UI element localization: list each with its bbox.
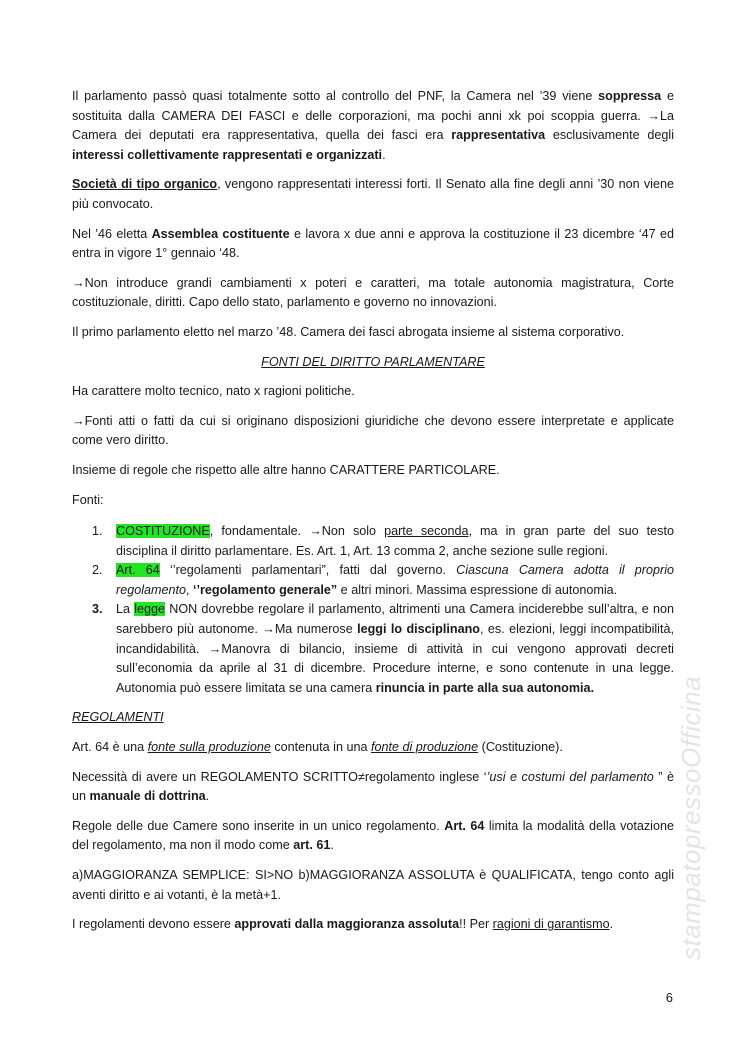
text: contenuta in una [270,740,371,755]
text: I regolamenti devono essere [72,917,235,932]
watermark: stampatopressoOfficina [676,675,706,960]
underlined-text: ragioni di garantismo [492,917,610,932]
text: esclusivamente degli [545,128,675,143]
bold-text: Art. 64 [444,818,485,833]
page-number: 6 [665,990,673,1005]
highlighted-text: legge [134,602,166,617]
text: Il parlamento passò quasi totalmente sotto al controllo del PNF, la Camera nel ’39 viene [72,89,599,103]
bold-text: approvati dalla maggioranza assoluta [234,917,460,932]
paragraph: Ha carattere molto tecnico, nato x ragioni politiche. [72,384,355,399]
paragraph: a)MAGGIORANZA SEMPLICE: SI>NO b)MAGGIORANZA ASSOLUTA è QUALIFICATA, tengo conto agli aventi diritto e ai votanti, è la metà+1. [72,868,674,902]
text: Nel ’46 eletta [72,226,152,241]
text: e sostituita dalla CAMERA DEI FASCI e delle corporazioni, ma pochi anni xk poi scoppia guerra. →La Camera dei deputati era rappresentativa, quella dei fasci era [72,89,674,143]
text: , ma in gran parte del suo testo disciplina il diritto parlamentare. Es. Art. 1, Art. 13 comma 2, anche sezione sulle regioni. [116,524,674,558]
list-item [72,522,674,561]
section-heading [72,353,674,373]
paragraph [72,915,674,935]
text: , es. elezioni, leggi incompatibilità, incandidabilità. →Manovra di bilancio, insieme di attività in cui vengono approvati decreti sull’economia da aprile al 31 di dicembre. Procedure interne, e sono contenute in una legge. Autonomia può essere limitata se una camera [116,622,674,695]
bold-text: Assemblea costituente [151,226,290,241]
text: . [330,838,334,853]
paragraph [72,175,674,214]
bold-text: art. 61 [293,838,331,853]
text: Necessità di avere un REGOLAMENTO SCRITTO≠regolamento inglese ‘ [72,769,487,784]
text: ” è un [72,769,674,804]
text: !! Per [459,917,493,932]
text: . [382,147,386,162]
paragraph [72,768,674,807]
paragraph [72,817,674,856]
sources-list [72,522,674,698]
paragraph: Fonti: [72,492,104,507]
text: e altri minori. Massima espressione di autonomia. [337,582,618,597]
heading-text: REGOLAMENTI [72,710,164,725]
document-page [72,87,674,945]
list-number: 2. [92,563,103,578]
text: , [186,582,194,597]
text: NON dovrebbe regolare il parlamento, altrimenti una Camera inciderebbe sull’altra, e non sarebbero più autonome. →Ma numerose [116,602,674,637]
highlighted-text: COSTITUZIONE [116,524,210,539]
text: limita la modalità della votazione del regolamento, ma non il modo come [72,818,674,853]
paragraph [72,87,674,165]
text: e lavora x due anni e approva la costituzione il 23 dicembre ‘47 ed entra in vigore 1° gennaio ‘48. [72,226,674,261]
text: , fondamentale. →Non solo [209,524,385,539]
heading-text: FONTI DEL DIRITTO PARLAMENTARE [261,354,485,369]
italic-underlined-text: fonte di produzione [371,740,479,755]
bold-text: manuale di dottrina [89,789,206,804]
underlined-text: parte seconda [384,524,469,539]
section-heading [72,708,674,728]
italic-text: Ciascuna Camera adotta il proprio regolamento [116,563,674,597]
paragraph [72,738,674,758]
paragraph: Insieme di regole che rispetto alle altre hanno CARATTERE PARTICOLARE. [72,462,500,477]
highlighted-text: Art. 64 [116,563,160,578]
text: La [116,602,135,617]
text: ‘’regolamenti parlamentari”, fatti dal governo. [159,563,457,578]
paragraph: →Non introduce grandi cambiamenti x poteri e caratteri, ma totale autonomia magistratura, Corte costituzionale, diritti. Capo dello stato, parlamento e governo no innovazioni. [72,275,674,310]
bold-text: soppressa [598,89,662,103]
bold-text: interessi collettivamente rappresentati e organizzati [72,147,383,162]
list-item [72,600,674,698]
paragraph [72,225,674,264]
text: . [205,789,210,804]
bold-text: rappresentativa [451,128,546,143]
list-number: 1. [92,524,103,539]
italic-text: ’usi e costumi del parlamento [486,769,654,784]
bold-text: rinuncia in parte alla sua autonomia. [375,680,595,695]
paragraph: →Fonti atti o fatti da cui si originano disposizioni giuridiche che devono essere interpretate e applicate come vero diritto. [72,413,674,448]
text: (Costituzione). [478,740,563,755]
text: Art. 64 è una [72,740,148,755]
text: , vengono rappresentati interessi forti. Il Senato alla fine degli anni ’30 non viene più convocato. [72,177,674,211]
paragraph: Il primo parlamento eletto nel marzo ’48. Camera dei fasci abrogata insieme al sistema corporativo. [72,324,625,339]
bold-text: leggi lo disciplinano [357,622,480,637]
bold-text: ‘’regolamento generale” [193,582,338,597]
bold-underlined-text: Società di tipo organico [72,177,218,192]
text: . [609,917,614,932]
list-number: 3. [92,602,103,617]
text: Regole delle due Camere sono inserite in un unico regolamento. [72,818,445,833]
list-item [72,561,674,600]
italic-underlined-text: fonte sulla produzione [147,740,271,755]
